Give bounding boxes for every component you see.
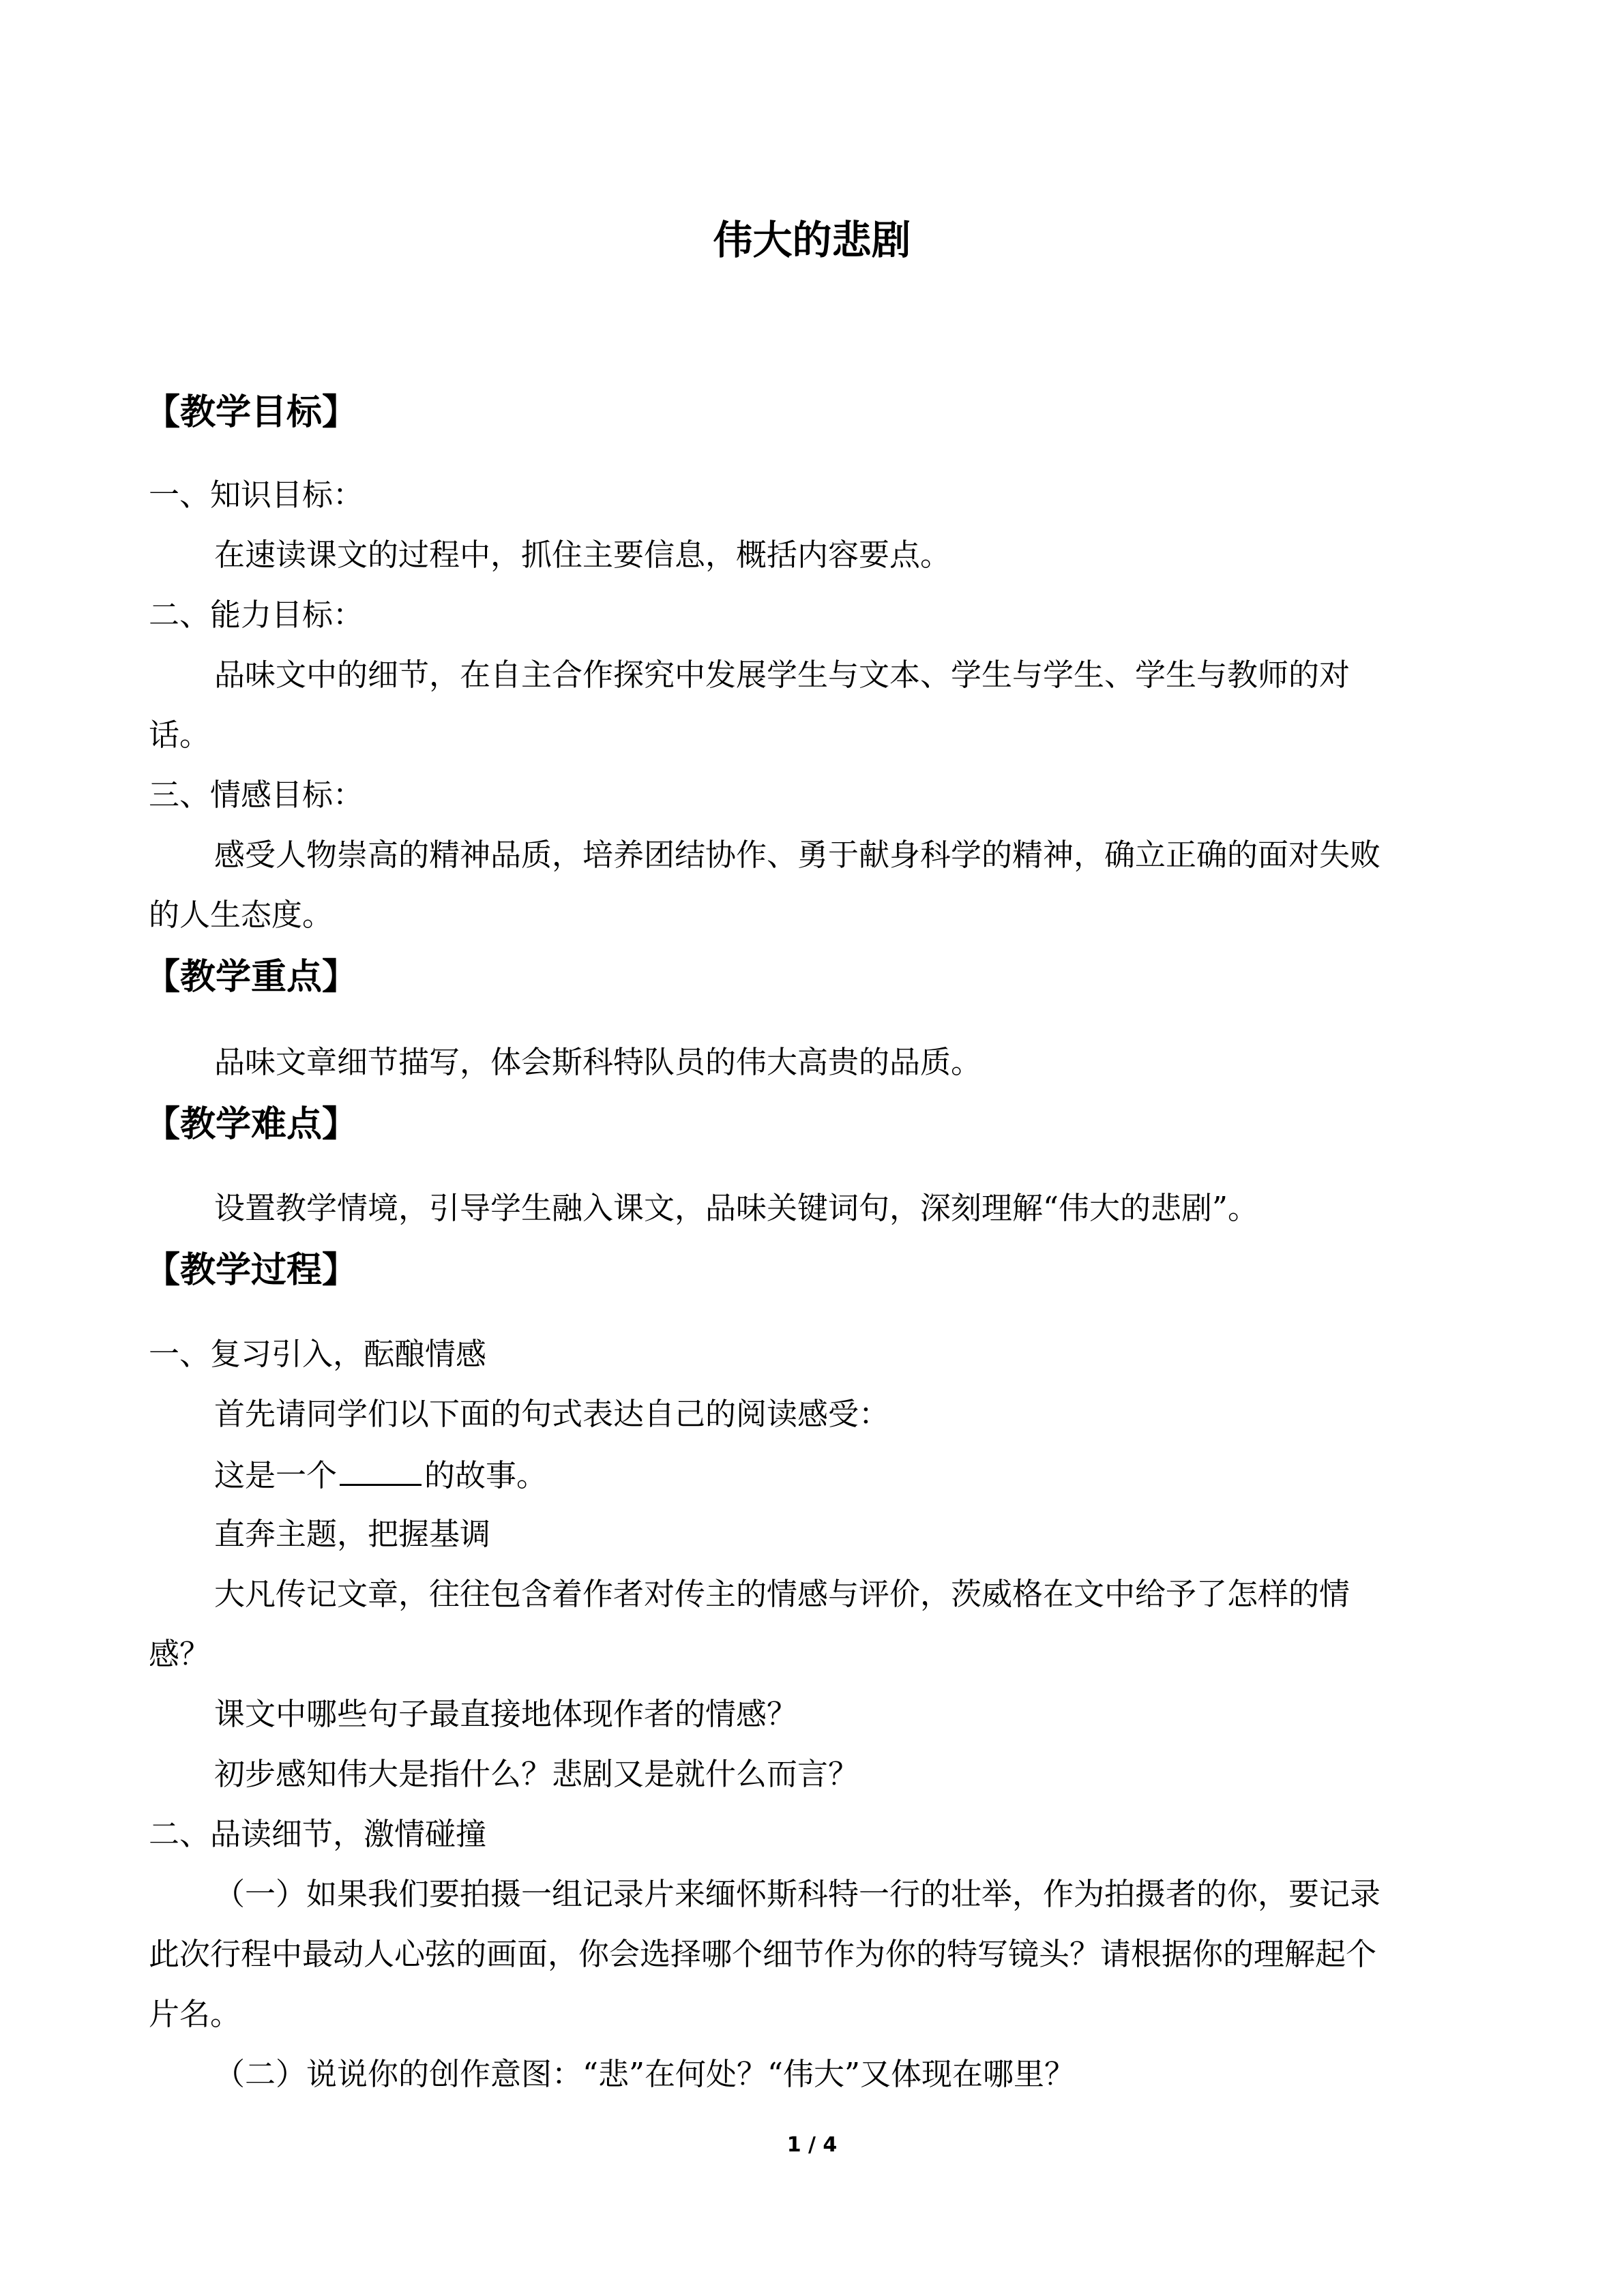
- process-part2-label: 二、品读细节，激情碰撞: [149, 1816, 487, 1852]
- emotion-text-1: 感受人物崇高的精神品质，培养团结协作、勇于献身科学的精神，确立正确的面对失败: [214, 837, 1381, 873]
- process-p1-line1: 首先请同学们以下面的句式表达自己的阅读感受：: [214, 1396, 890, 1432]
- process-p1-line4: 大凡传记文章，往往包含着作者对传主的情感与评价，茨威格在文中给予了怎样的情: [214, 1576, 1350, 1612]
- emotion-text-2: 的人生态度。: [149, 897, 334, 933]
- heading-process: 【教学过程】: [145, 1250, 358, 1291]
- heading-difficulties: 【教学难点】: [145, 1104, 358, 1145]
- key-points-text: 品味文章细节描写，体会斯科特队员的伟大高贵的品质。: [214, 1044, 982, 1080]
- sentence-before-blank: 这是一个: [214, 1457, 338, 1493]
- process-p2-line3: 片名。: [149, 1996, 241, 2032]
- process-part1-label: 一、复习引入，酝酿情感: [149, 1336, 487, 1372]
- process-p2-line1: （一）如果我们要拍摄一组记录片来缅怀斯科特一行的壮举，作为拍摄者的你，要记录: [214, 1876, 1381, 1912]
- process-p2-line4: （二）说说你的创作意图：“悲”在何处？“伟大”又体现在哪里？: [214, 2056, 1076, 2092]
- ability-label: 二、能力目标：: [149, 597, 364, 633]
- sentence-after-blank: 的故事。: [424, 1457, 548, 1493]
- process-p1-line6: 课文中哪些句子最直接地体现作者的情感？: [214, 1696, 798, 1732]
- fill-blank-line: [340, 1454, 422, 1486]
- process-p1-line5: 感？: [149, 1636, 211, 1672]
- process-p1-line2: [214, 1454, 547, 1496]
- emotion-label: 三、情感目标：: [149, 777, 364, 813]
- ability-text-2: 话。: [149, 717, 211, 753]
- process-p1-line7: 初步感知伟大是指什么？悲剧又是就什么而言？: [214, 1756, 859, 1792]
- difficulties-text: 设置教学情境，引导学生融入课文，品味关键词句，深刻理解“伟大的悲剧”。: [214, 1190, 1259, 1226]
- document-title: 伟大的悲剧: [713, 217, 911, 263]
- process-p1-line3: 直奔主题，把握基调: [214, 1516, 491, 1552]
- page-indicator: 1 / 4: [786, 2133, 838, 2157]
- knowledge-label: 一、知识目标：: [149, 477, 364, 513]
- heading-key-points: 【教学重点】: [145, 957, 358, 998]
- knowledge-text: 在速读课文的过程中，抓住主要信息，概括内容要点。: [214, 537, 951, 573]
- heading-objectives: 【教学目标】: [145, 392, 358, 433]
- process-p2-line2: 此次行程中最动人心弦的画面，你会选择哪个细节作为你的特写镜头？请根据你的理解起个: [149, 1936, 1377, 1972]
- ability-text-1: 品味文中的细节，在自主合作探究中发展学生与文本、学生与学生、学生与教师的对: [214, 657, 1350, 693]
